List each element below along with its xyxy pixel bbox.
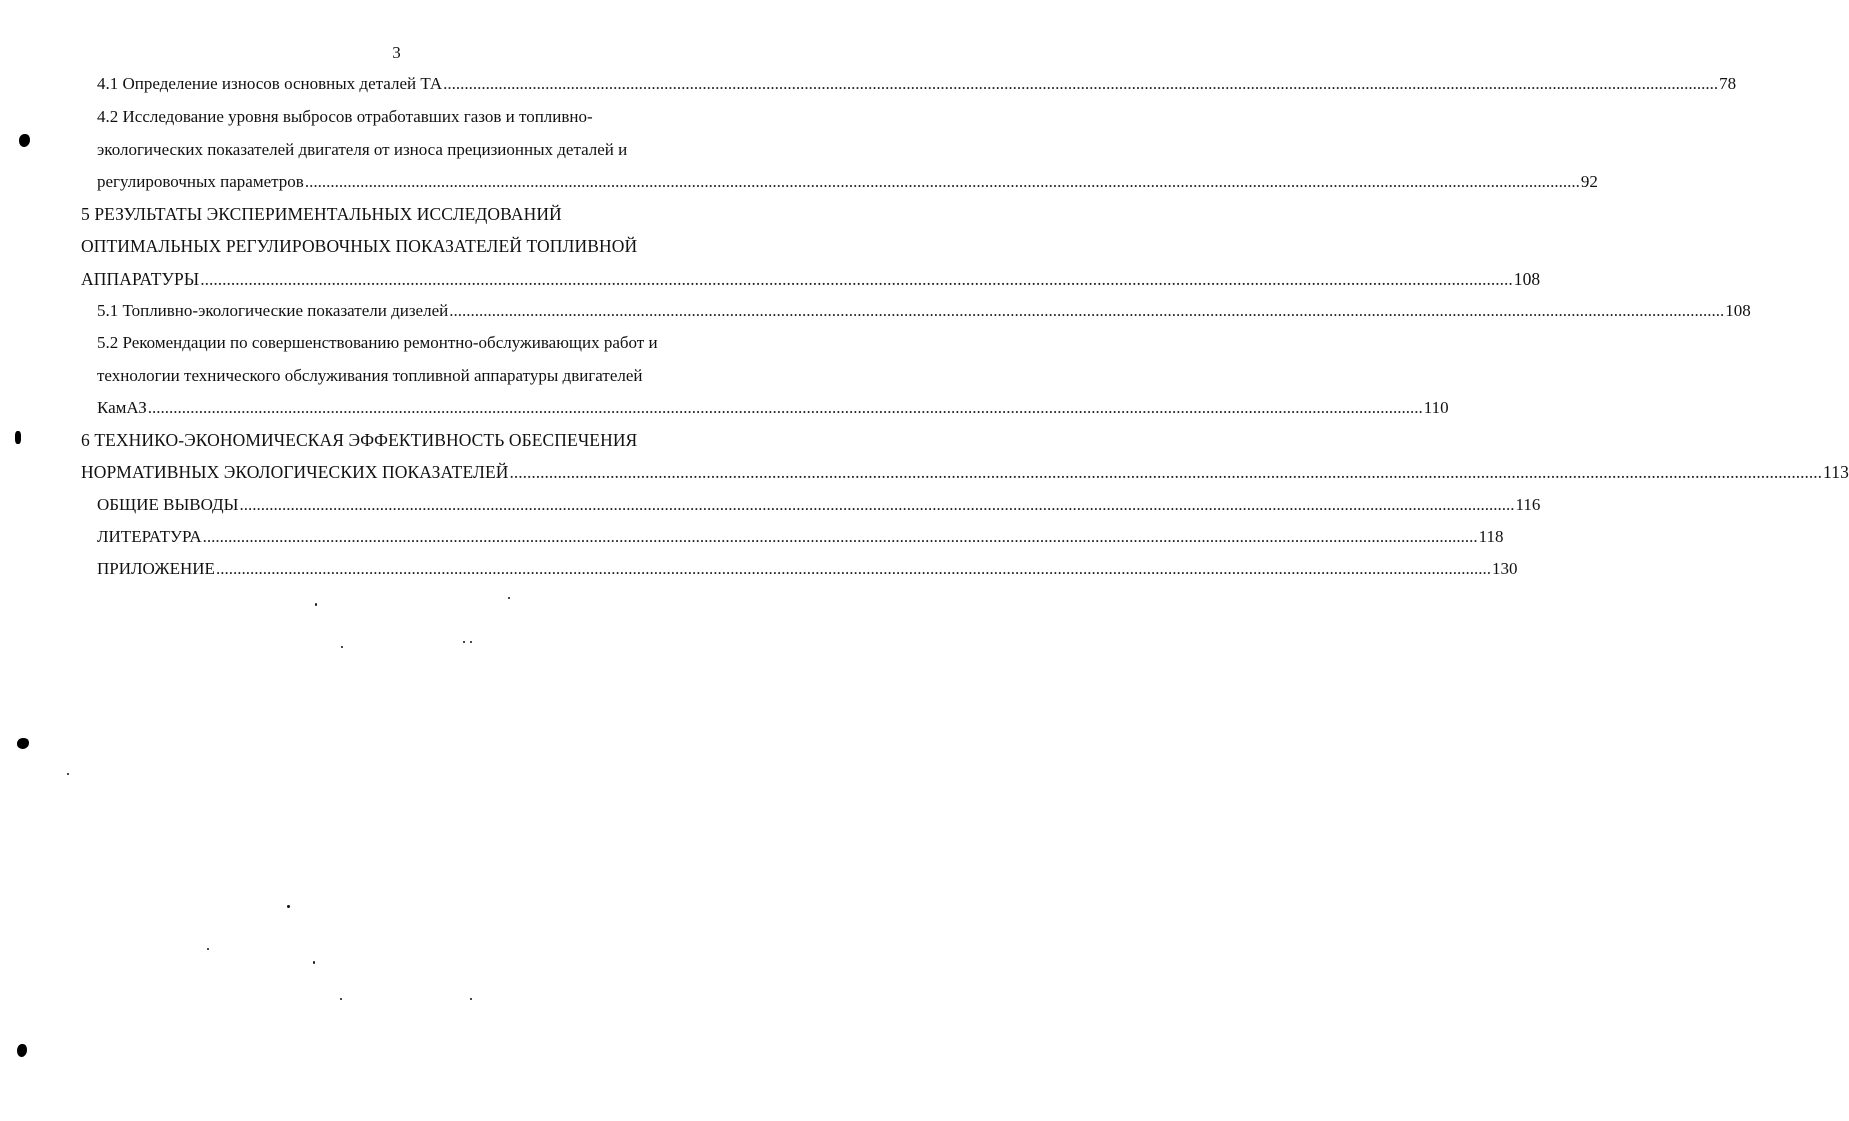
toc-entry-page: 108 (1725, 301, 1751, 320)
dot-leader: ............................................................................................................................................................................................................................................................................................................ (239, 495, 1515, 514)
dot-leader: ............................................................................................................................................................................................................................................................................................................ (443, 74, 1719, 93)
scan-blot (17, 1044, 27, 1057)
toc-entry-5-2-line-3 (97, 392, 1449, 424)
toc-entry-appendix (97, 553, 1518, 585)
scan-speck (470, 998, 472, 1000)
toc-entry-page: 92 (1580, 172, 1598, 191)
toc-entry-title: ЛИТЕРАТУРА (97, 527, 202, 546)
page-number: 3 (392, 43, 401, 62)
toc-entry-title: КамАЗ (97, 398, 147, 417)
toc-entry-title: ПРИЛОЖЕНИЕ (97, 559, 215, 578)
toc-entry-5-2-line-2: технологии технического обслуживания топливной аппаратуры двигателей (97, 366, 643, 385)
dot-leader: ............................................................................................................................................................................................................................................................................................................ (509, 462, 1823, 482)
scan-speck (67, 773, 69, 775)
toc-entry-title: АППАРАТУРЫ (81, 269, 200, 289)
dot-leader: ............................................................................................................................................................................................................................................................................................................ (147, 398, 1423, 417)
toc-chapter-6-line-2 (81, 456, 1849, 488)
scan-speck (470, 641, 472, 643)
dot-leader: ............................................................................................................................................................................................................................................................................................................ (202, 527, 1478, 546)
toc-entry-page: 130 (1491, 559, 1518, 578)
toc-entry-5-2-line-1: 5.2 Рекомендации по совершенствованию ремонтно-обслуживающих работ и (97, 333, 658, 352)
dot-leader: ............................................................................................................................................................................................................................................................................................................ (200, 269, 1513, 289)
toc-entry-4-2-line-2: экологических показателей двигателя от износа прецизионных деталей и (97, 140, 628, 159)
toc-entry-4-1 (97, 68, 1737, 100)
scan-speck (463, 641, 465, 643)
toc-chapter-5-line-1: 5 РЕЗУЛЬТАТЫ ЭКСПЕРИМЕНТАЛЬНЫХ ИССЛЕДОВАНИЙ (81, 204, 562, 224)
scan-blot (15, 431, 21, 444)
toc-entry-conclusions (97, 489, 1541, 521)
scan-speck (341, 646, 343, 648)
toc-entry-5-1 (97, 295, 1751, 327)
dot-leader: ............................................................................................................................................................................................................................................................................................................ (304, 172, 1580, 191)
toc-entry-title: ОБЩИЕ ВЫВОДЫ (97, 495, 239, 514)
toc-chapter-6-line-1: 6 ТЕХНИКО-ЭКОНОМИЧЕСКАЯ ЭФФЕКТИВНОСТЬ ОБЕСПЕЧЕНИЯ (81, 430, 638, 450)
scan-speck (207, 948, 209, 950)
scan-speck (313, 961, 315, 964)
dot-leader: ............................................................................................................................................................................................................................................................................................................ (449, 301, 1725, 320)
toc-entry-title: регулировочных параметров (97, 172, 304, 191)
toc-entry-page: 78 (1719, 74, 1737, 93)
toc-entry-title: 5.1 Топливно-экологические показатели дизелей (97, 301, 449, 320)
scan-blot (17, 738, 29, 749)
toc-entry-literature (97, 521, 1504, 553)
scan-blot (19, 134, 30, 147)
scan-speck (508, 597, 510, 599)
toc-entry-4-2-line-1: 4.2 Исследование уровня выбросов отработавших газов и топливно- (97, 107, 593, 126)
toc-chapter-5-line-2: ОПТИМАЛЬНЫХ РЕГУЛИРОВОЧНЫХ ПОКАЗАТЕЛЕЙ ТОПЛИВНОЙ (81, 236, 638, 256)
scan-speck (340, 998, 342, 1000)
toc-entry-page: 110 (1423, 398, 1449, 417)
toc-entry-title: НОРМАТИВНЫХ ЭКОЛОГИЧЕСКИХ ПОКАЗАТЕЛЕЙ (81, 462, 509, 482)
toc-entry-page: 113 (1823, 462, 1849, 482)
toc-entry-page: 116 (1515, 495, 1541, 514)
toc-entry-page: 108 (1513, 269, 1541, 289)
scan-speck (287, 905, 290, 908)
toc-entry-page: 118 (1478, 527, 1504, 546)
dot-leader: ............................................................................................................................................................................................................................................................................................................ (215, 559, 1491, 578)
scan-speck (315, 603, 317, 606)
toc-entry-title: 4.1 Определение износов основных деталей ТА (97, 74, 443, 93)
toc-chapter-5-line-3 (81, 263, 1541, 295)
toc-entry-4-2-line-3 (97, 166, 1598, 198)
